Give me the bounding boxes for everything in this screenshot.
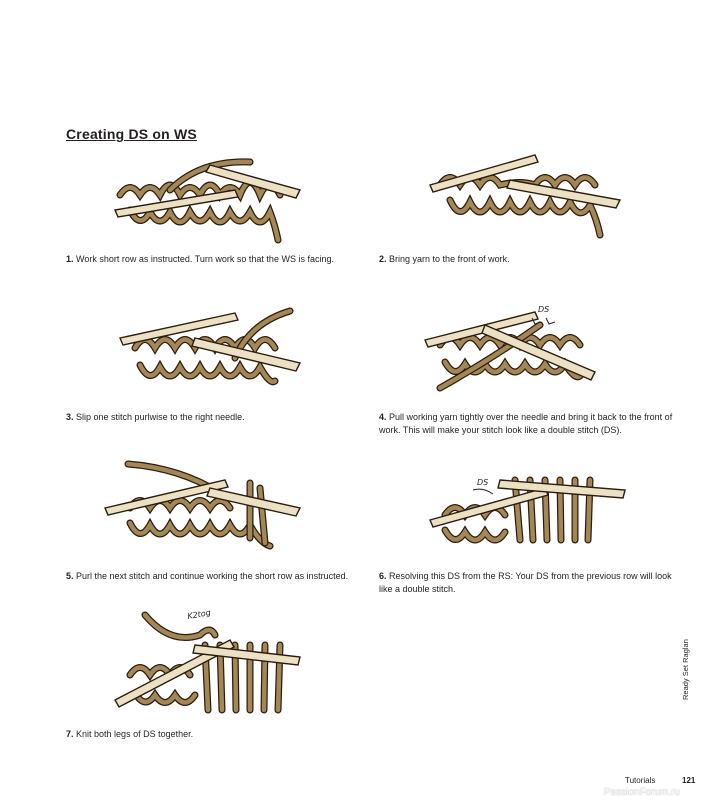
footer-section: Tutorials — [625, 776, 656, 785]
step-4-caption: 4. Pull working yarn tightly over the needle and bring it back to the front of work. This will make your stitch look like a double stitch (DS). — [379, 412, 673, 435]
ds-label: DS — [477, 478, 489, 487]
page-title: Creating DS on WS — [66, 126, 197, 142]
step-2-caption: 2. Bring yarn to the front of work. — [379, 254, 510, 264]
step-5-caption: 5. Purl the next stitch and continue working the short row as instructed. — [66, 571, 349, 581]
book-title-side-tab: Ready Set Raglan — [681, 639, 690, 700]
illustration-step-5 — [100, 458, 305, 558]
illustration-step-4 — [420, 300, 620, 400]
step-6-caption: 6. Resolving this DS from the RS: Your DS from the previous row will look like a double stitch. — [379, 571, 672, 594]
illustration-step-1 — [110, 150, 310, 245]
illustration-step-2 — [425, 150, 625, 245]
step-7-caption: 7. Knit both legs of DS together. — [66, 729, 194, 739]
ds-label: DS — [538, 305, 550, 314]
illustration-step-3 — [115, 303, 305, 398]
step-1-caption: 1. Work short row as instructed. Turn work so that the WS is facing. — [66, 254, 334, 264]
k2tog-label: K2tog — [186, 608, 212, 621]
illustration-step-6 — [425, 460, 630, 560]
needle-right — [507, 180, 620, 208]
page-number: 121 — [682, 776, 696, 785]
step-3-caption: 3. Slip one stitch purlwise to the right needle. — [66, 412, 245, 422]
illustration-step-7 — [110, 605, 310, 720]
watermark: PassionForum.ru — [604, 787, 681, 798]
